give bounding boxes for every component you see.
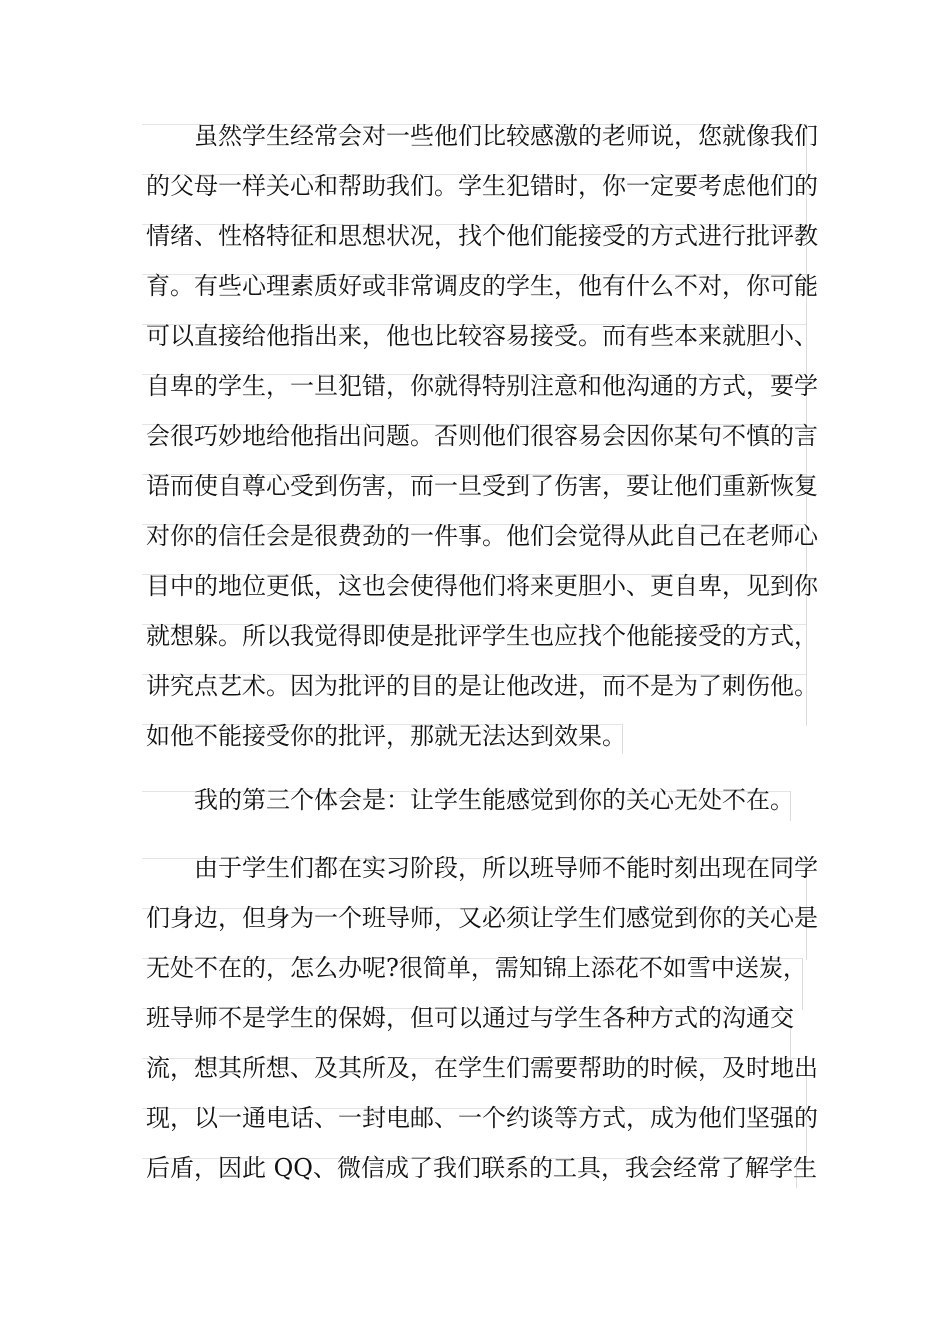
paragraph-line: 们身边，但身为一个班导师，又必须让学生们感觉到你的关心是 <box>146 904 818 932</box>
paragraph-line: 就想躲。所以我觉得即使是批评学生也应找个他能接受的方式， <box>146 622 818 650</box>
paragraph-line: 流，想其所想、及其所及，在学生们需要帮助的时候，及时地出 <box>146 1054 818 1082</box>
paragraph-line: 对你的信任会是很费劲的一件事。他们会觉得从此自己在老师心 <box>146 522 818 550</box>
paragraph-line: 由于学生们都在实习阶段，所以班导师不能时刻出现在同学 <box>194 854 818 882</box>
paragraph-line: 情绪、性格特征和思想状况，找个他们能接受的方式进行批评教 <box>146 222 818 250</box>
paragraph-line: 现，以一通电话、一封电邮、一个约谈等方式，成为他们坚强的 <box>146 1104 818 1132</box>
paragraph-line: 会很巧妙地给他指出问题。否则他们很容易会因你某句不慎的言 <box>146 422 818 450</box>
paragraph-line: 后盾，因此 QQ、微信成了我们联系的工具，我会经常了解学生 <box>146 1154 817 1182</box>
paragraph-line: 无处不在的，怎么办呢?很简单，需知锦上添花不如雪中送炭， <box>146 954 807 982</box>
paragraph-line: 班导师不是学生的保姆，但可以通过与学生各种方式的沟通交 <box>146 1004 794 1032</box>
paragraph-line: 的父母一样关心和帮助我们。学生犯错时，你一定要考虑他们的 <box>146 172 818 200</box>
paragraph-line: 我的第三个体会是：让学生能感觉到你的关心无处不在。 <box>194 786 794 814</box>
paragraph-line: 自卑的学生，一旦犯错，你就得特别注意和他沟通的方式，要学 <box>146 372 818 400</box>
paragraph-line: 目中的地位更低，这也会使得他们将来更胆小、更自卑，见到你 <box>146 572 818 600</box>
paragraph-line: 虽然学生经常会对一些他们比较感激的老师说，您就像我们 <box>194 122 818 150</box>
paragraph-line: 语而使自尊心受到伤害，而一旦受到了伤害，要让他们重新恢复 <box>146 472 818 500</box>
paragraph-line: 育。有些心理素质好或非常调皮的学生，他有什么不对，你可能 <box>146 272 818 300</box>
paragraph-line: 讲究点艺术。因为批评的目的是让他改进，而不是为了刺伤他。 <box>146 672 818 700</box>
paragraph-line: 如他不能接受你的批评，那就无法达到效果。 <box>146 722 626 750</box>
paragraph-line: 可以直接给他指出来，他也比较容易接受。而有些本来就胆小、 <box>146 322 818 350</box>
